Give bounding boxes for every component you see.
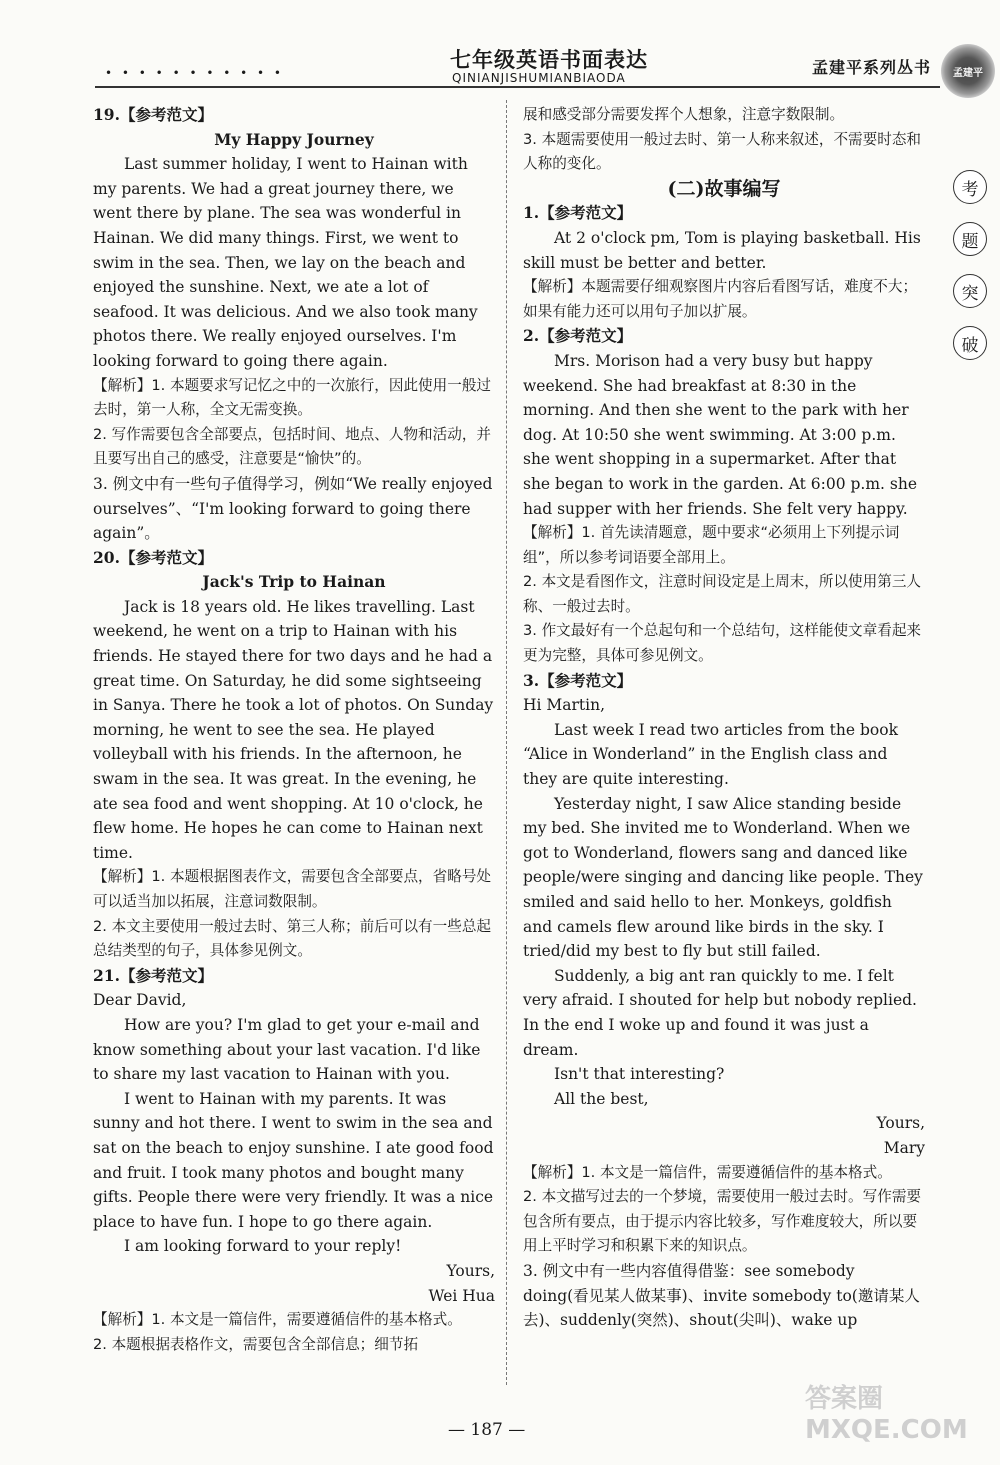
- paragraph: Jack's Trip to Hainan: [202, 572, 386, 592]
- paragraph: Jack is 18 years old. He likes travelling. Last weekend, he went on a trip to Hainan with his friends. He stayed there for two days and he had a great time. On Saturday, he did some sightseeing in Sanya. There he took a lot of photos. On Sunday morning, he went to see the sea. He played volleyball with his friends. In the afternoon, he swam in the sea. It was great. In the evening, he ate sea food and went shopping. At 10 o'clock, he flew home. He hopes he can come to Hainan next time.: [93, 597, 494, 862]
- paragraph: At 2 o'clock pm, Tom is playing basketball. His skill must be better and better.: [523, 228, 921, 272]
- paragraph: Mrs. Morison had a very busy but happy weekend. She had breakfast at 8:30 in the morning. And then she went to the park with her dog. At 10:50 she went swimming. At 3:00 p.m. she went shopping in a supermarket. After that she began to work in the garden. At 6:00 p.m. she had supper with her friends. She felt very happy.: [523, 351, 918, 518]
- paragraph: 2.【参考范文】: [523, 326, 633, 346]
- paragraph: 2. 本文是看图作文，注意时间设定是上周末，所以使用第三人称、一般过去时。: [523, 573, 922, 615]
- paragraph: Hi Martin,: [523, 696, 606, 715]
- paragraph: Yesterday night, I saw Alice standing beside my bed. She invited me to Wonderland. When we got to Wonderland, flowers sang and danced like people/were singing and dancing like people. They smiled and said hello to her. Monkeys, goldfish and camels flew around like birds in the sky. I tried/did my best to fly but still failed.: [523, 794, 923, 961]
- page-number: — 187 —: [448, 1420, 526, 1440]
- paragraph: 【解析】1. 本题要求写记忆之中的一次旅行，因此使用一般过去时，第一人称，全文无需变换。: [93, 376, 492, 419]
- paragraph: 【解析】1. 本文是一篇信件，需要遵循信件的基本格式。: [93, 1311, 462, 1329]
- header-rule: [95, 86, 940, 88]
- paragraph: Wei Hua: [428, 1286, 495, 1305]
- publisher-logo: 孟建平: [941, 44, 995, 98]
- left-column: [93, 103, 495, 1357]
- paragraph: 19.【参考范文】: [93, 105, 213, 124]
- watermark: 答案圈 MXQE.COM: [805, 1384, 968, 1445]
- paragraph: 2. 本文主要使用一般过去时、第三人称；前后可以有一些总起总结类型的句子，具体参见例文。: [93, 917, 492, 960]
- paragraph: Last week I read two articles from the book “Alice in Wonderland” in the English class and they are quite interesting.: [523, 720, 898, 789]
- paragraph: 21.【参考范文】: [93, 965, 213, 985]
- paragraph: 【解析】1. 首先读清题意，题中要求“必须用上下列提示词组”，所以参考词语要全部用上。: [523, 524, 900, 566]
- header-dots: • • • • • • • • • • •: [105, 66, 285, 80]
- paragraph: Mary: [883, 1138, 925, 1157]
- book-subtitle: QINIANJISHUMIANBIAODA: [452, 71, 626, 85]
- paragraph: 20.【参考范文】: [93, 547, 213, 567]
- paragraph: Yours,: [446, 1261, 495, 1280]
- paragraph: How are you? I'm glad to get your e-mail and know something about your last vacation. I'd like to share my last vacation to Hainan with you.: [93, 1015, 481, 1084]
- side-tab-tu: 突: [953, 274, 987, 308]
- column-divider: [506, 100, 507, 1385]
- paragraph: 展和感受部分需要发挥个人想象，注意字数限制。: [523, 106, 845, 123]
- paragraph: 2. 本文描写过去的一个梦境，需要使用一般过去时。写作需要包含所有要点，由于提示内容比较多，写作难度较大，所以要用上平时学习和积累下来的知识点。: [523, 1188, 922, 1255]
- paragraph: 【解析】本题需要仔细观察图片内容后看图写话，难度不大；如果有能力还可以用句子加以扩展。: [523, 278, 918, 320]
- paragraph: 【解析】1. 本题根据图表作文，需要包含全部要点，省略号处可以适当加以拓展，注意词数限制。: [93, 868, 492, 910]
- side-tab-po: 破: [953, 326, 987, 360]
- paragraph: 1.【参考范文】: [523, 203, 633, 223]
- paragraph: 3. 作文最好有一个总起句和一个总结句，这样能使文章看起来更为完整，具体可参见例文。: [523, 622, 922, 665]
- paragraph: (二)故事编写: [667, 177, 781, 200]
- series-name: 孟建平系列丛书: [812, 58, 932, 77]
- paragraph: Suddenly, a big ant ran quickly to me. I felt very afraid. I shouted for help but nobody replied. In the end I woke up and found it was just a dream.: [523, 966, 917, 1059]
- paragraph: 3. 例文中有一些内容值得借鉴：see somebody doing(看见某人做某事)、invite somebody to(邀请某人去)、suddenly(突然)、shout(尖叫)、wake up: [523, 1261, 920, 1330]
- paragraph: 3.【参考范文】: [523, 670, 633, 690]
- paragraph: 2. 本题根据表格作文，需要包含全部信息；细节拓: [93, 1335, 419, 1353]
- paragraph: My Happy Journey: [214, 129, 374, 149]
- paragraph: 3. 例文中有一些句子值得学习，例如“We really enjoyed ourselves”、“I'm looking forward to going there again”。: [93, 474, 493, 543]
- paragraph: 【解析】1. 本文是一篇信件，需要遵循信件的基本格式。: [523, 1163, 892, 1181]
- paragraph: I am looking forward to your reply!: [124, 1237, 402, 1256]
- paragraph: Dear David,: [93, 991, 187, 1010]
- side-tab-kao: 考: [953, 170, 987, 204]
- paragraph: Last summer holiday, I went to Hainan with my parents. We had a great journey there, we went there by plane. The sea was wonderful in Hainan. We did many things. First, we went to swim in the sea. Then, we lay on the beach and enjoyed the sunshine. Next, we ate a lot of seafood. It was delicious. And we also took many photos there. We really enjoyed ourselves. I'm looking forward to going there again.: [93, 155, 478, 370]
- side-tab-ti: 题: [953, 222, 987, 256]
- paragraph: 3. 本题需要使用一般过去时、第一人称来叙述，不需要时态和人称的变化。: [523, 130, 922, 173]
- paragraph: 2. 写作需要包含全部要点，包括时间、地点、人物和活动，并且要写出自己的感受，注意要是“愉快”的。: [93, 425, 492, 468]
- paragraph: Yours,: [876, 1114, 925, 1133]
- paragraph: I went to Hainan with my parents. It was sunny and hot there. I went to swim in the sea and sat on the beach to enjoy sunshine. I ate good food and fruit. I took many photos and bought many gifts. People there were very friendly. It was a nice place to have fun. I hope to go there again.: [93, 1089, 494, 1231]
- paragraph: All the best,: [554, 1089, 649, 1108]
- book-title: 七年级英语书面表达: [450, 47, 648, 72]
- paragraph: Isn't that interesting?: [554, 1065, 725, 1084]
- right-column: [523, 103, 925, 1333]
